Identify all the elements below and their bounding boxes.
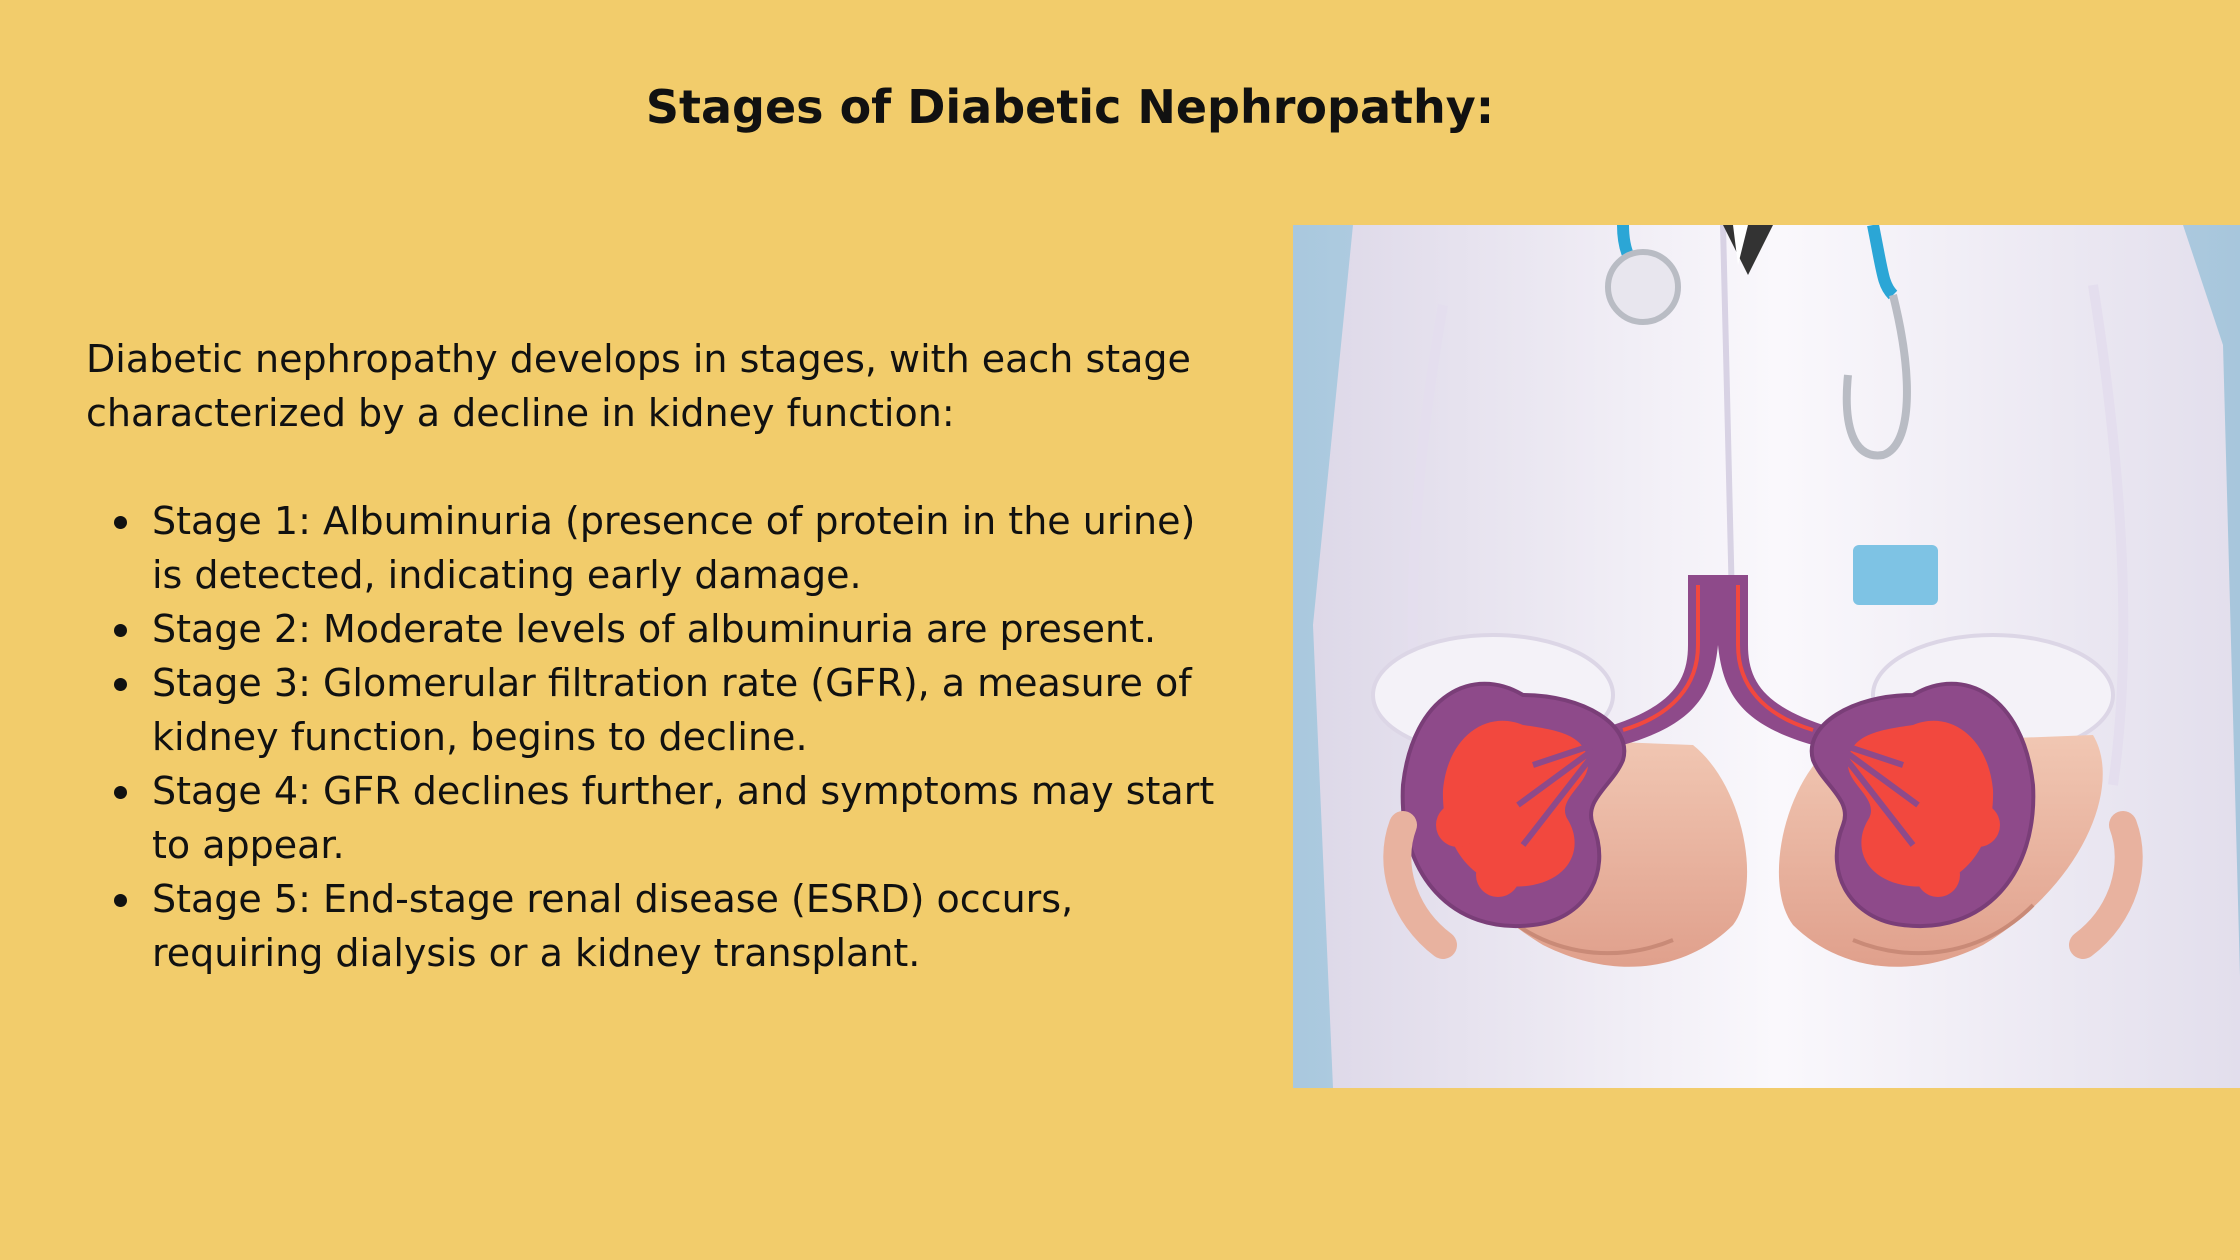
list-item-stage-1: Stage 1: Albuminuria (presence of protein in the urine) is detected, indicating early damage. <box>152 494 1236 602</box>
list-item-stage-3: Stage 3: Glomerular filtration rate (GFR), a measure of kidney function, begins to decline. <box>152 656 1236 764</box>
list-item-stage-5: Stage 5: End-stage renal disease (ESRD) occurs, requiring dialysis or a kidney transplant. <box>152 872 1236 980</box>
intro-paragraph: Diabetic nephropathy develops in stages, with each stage characterized by a decline in kidney function: <box>86 337 1191 435</box>
list-item-stage-2: Stage 2: Moderate levels of albuminuria are present. <box>152 602 1236 656</box>
stages-list <box>86 494 1236 980</box>
doctor-kidney-photo <box>1293 225 2240 1088</box>
doctor-holding-kidney-image <box>1293 225 2240 1088</box>
slide-body <box>86 332 1236 980</box>
list-item-stage-4: Stage 4: GFR declines further, and symptoms may start to appear. <box>152 764 1236 872</box>
slide-title: Stages of Diabetic Nephropathy: <box>645 80 1495 134</box>
